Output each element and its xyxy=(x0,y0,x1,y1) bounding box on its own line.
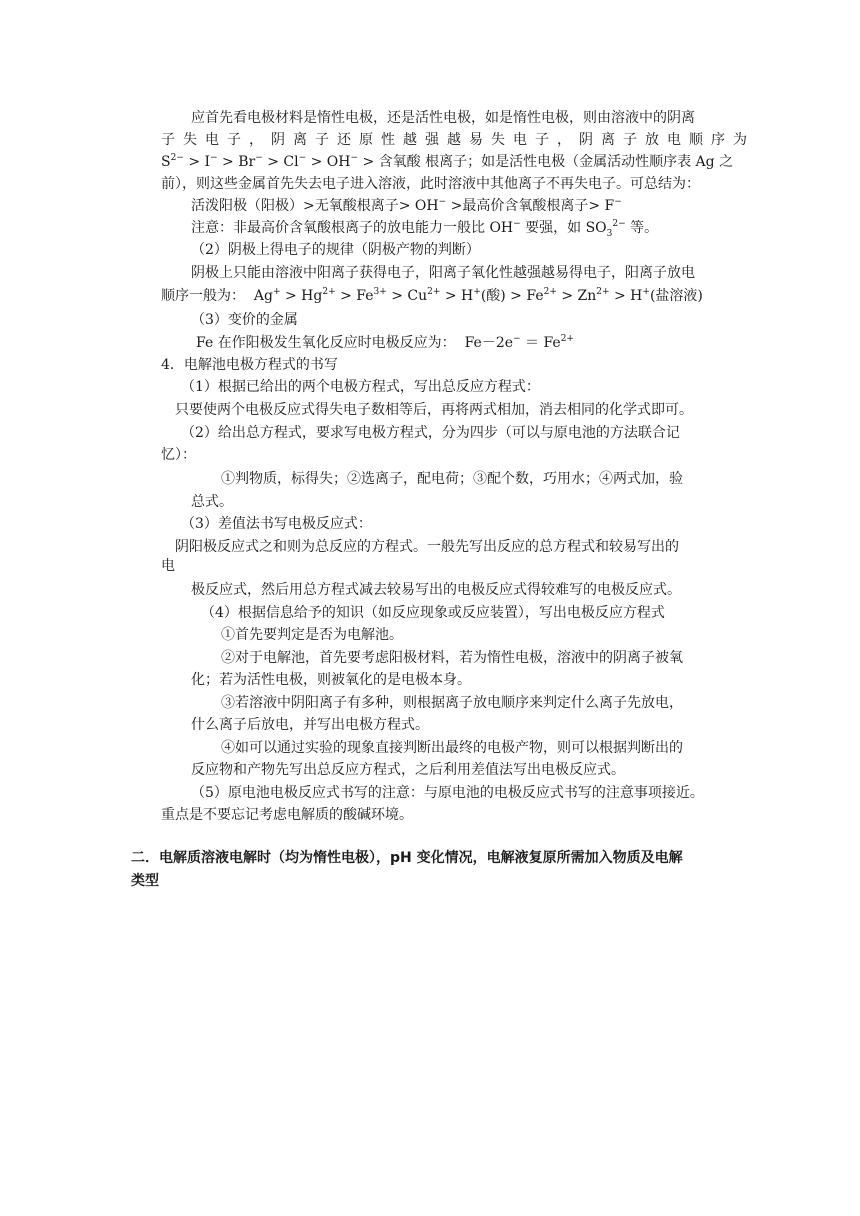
list-item xyxy=(221,625,403,645)
ion-charge: − xyxy=(210,153,218,164)
paragraph-line xyxy=(175,537,679,557)
paragraph-line xyxy=(161,805,413,825)
ion-charge: 3+ xyxy=(373,287,387,298)
ion-symbol: (酸) > Fe xyxy=(480,288,544,304)
text-run: （2）阴极上得电子的规律（阴极产物的判断） xyxy=(191,242,480,258)
paragraph-line xyxy=(175,400,693,420)
text-run: > 含氧酸 根离子；如是活性电极（金属活动性顺序表 Ag 之 xyxy=(358,154,734,170)
ion-charge: 2+ xyxy=(427,287,441,298)
ion-charge: − xyxy=(513,219,521,230)
text-run: 极反应式，然后用总方程式减去较易写出的电极反应式得较难写的电极反应式。 xyxy=(191,582,681,598)
ion-symbol: > Cl xyxy=(262,154,299,170)
text-run: ④如可以通过实验的现象直接判断出最终的电极产物，则可以根据判断出的 xyxy=(221,740,683,756)
text-run: （2）给出总方程式，要求写电极方程式，分为四步（可以与原电池的方法联合记 xyxy=(181,425,680,441)
subsection-title xyxy=(201,603,665,623)
text-run: 子失电子，阴离子还原性越强越易失电子，阴离子放电顺序为 xyxy=(161,132,755,148)
text-run: 化；若为活性电极，则被氧化的是电极本身。 xyxy=(191,672,471,688)
text-run: ②对于电解池，首先要考虑阳极材料，若为惰性电极，溶液中的阴离子被氧 xyxy=(221,650,683,666)
part-heading-continuation xyxy=(131,871,159,891)
paragraph-line xyxy=(161,445,196,465)
part-heading xyxy=(131,848,683,868)
list-item xyxy=(221,738,683,758)
ion-symbol: > I xyxy=(183,154,211,170)
ion-symbol: > H xyxy=(609,288,643,304)
ion-subscript: 3 xyxy=(606,228,613,239)
text-run: （3）变价的金属 xyxy=(191,312,298,328)
text-run: 忆）： xyxy=(161,447,196,463)
ion-charge: 2+ xyxy=(543,287,557,298)
ion-symbol: S xyxy=(161,154,171,170)
text-run: 应首先看电极材料是惰性电极，还是活性电极，如是惰性电极，则由溶液中的阴离 xyxy=(191,110,695,126)
paragraph-line xyxy=(191,580,681,600)
list-item-continuation xyxy=(191,760,625,780)
text-run: 阴阳极反应式之和则为总反应的方程式。一般先写出反应的总方程式和较易写出的 xyxy=(175,539,679,555)
ion-charge: + xyxy=(473,287,481,298)
ion-charge: − xyxy=(298,153,307,164)
ion-charge: − xyxy=(350,153,359,164)
subsection-title xyxy=(181,514,372,534)
text-run: Fe 在作阳极发生氧化反应时电极反应为： Fe－2e xyxy=(196,335,514,351)
paragraph-line xyxy=(191,263,695,283)
ion-charge: − xyxy=(513,334,521,345)
ion-charge: 2+ xyxy=(322,287,336,298)
ion-charge: + xyxy=(272,287,281,298)
text-run: 顺序一般为： Ag xyxy=(161,288,273,304)
text-run: 电 xyxy=(161,558,175,574)
ion-symbol: > H xyxy=(440,288,474,304)
text-run: ①判物质，标得失；②选离子，配电荷；③配个数，巧用水；④两式加，验 xyxy=(221,471,683,487)
text-run: 阴极上只能由溶液中阳离子获得电子，阳离子氧化性越强越易得电子，阳离子放电 xyxy=(191,265,695,281)
ion-charge: − xyxy=(255,153,263,164)
section-title xyxy=(191,240,480,260)
equation-line xyxy=(196,333,574,353)
paragraph-line xyxy=(221,469,683,489)
text-run: ③若溶液中阴阳离子有多种，则根据离子放电顺序来判定什么离子先放电， xyxy=(221,695,683,711)
text-run: （5）原电池电极反应式书写的注意：与原电池的电极反应式书写的注意事项接近。 xyxy=(191,785,704,801)
list-item-continuation xyxy=(191,715,429,735)
ion-symbol: > Zn xyxy=(556,288,597,304)
text-run: ＝ Fe xyxy=(520,335,561,351)
paragraph-line xyxy=(191,108,695,128)
text-run: ①首先要判定是否为电解池。 xyxy=(221,627,403,643)
text-run: 4．电解池电极方程式的书写 xyxy=(161,357,338,373)
ion-charge: 2+ xyxy=(596,287,610,298)
ion-symbol: > Fe xyxy=(335,288,374,304)
subsection-title xyxy=(181,423,680,443)
anion-discharge-order xyxy=(161,152,733,172)
ion-charge: 2+ xyxy=(560,334,574,345)
text-run: （1）根据已给出的两个电极方程式，写出总反应方程式： xyxy=(181,379,540,395)
paragraph-line xyxy=(191,492,233,512)
section-title xyxy=(191,310,298,330)
text-run: 什么离子后放电，并写出电极方程式。 xyxy=(191,717,429,733)
text-run: 反应物和产物先写出总反应方程式，之后利用差值法写出电极反应式。 xyxy=(191,762,625,778)
paragraph-line xyxy=(161,174,700,194)
subsection-title xyxy=(191,783,704,803)
text-run: 前），则这些金属首先失去电子进入溶液，此时溶液中其他离子不再失电子。可总结为： xyxy=(161,176,700,192)
text-run: 重点是不要忘记考虑电解质的酸碱环境。 xyxy=(161,807,413,823)
cation-discharge-order xyxy=(161,286,703,306)
text-run: 总式。 xyxy=(191,494,233,510)
ion-charge: 2− xyxy=(170,153,184,164)
ion-charge: − xyxy=(614,197,622,208)
text-run: 二．电解质溶液电解时（均为惰性电极），pH 变化情况，电解液复原所需加入物质及电解 xyxy=(131,850,683,866)
ion-symbol: > OH xyxy=(306,154,351,170)
section-heading xyxy=(161,355,338,375)
paragraph-line xyxy=(161,130,755,150)
text-run: 只要使两个电极反应式得失电子数相等后，再将两式相加，消去相同的化学式即可。 xyxy=(175,402,693,418)
ion-charge: + xyxy=(642,287,650,298)
summary-line xyxy=(191,196,622,216)
ion-symbol: > Cu xyxy=(386,288,428,304)
list-item xyxy=(221,693,683,713)
ion-symbol: > Br xyxy=(217,154,256,170)
list-item-continuation xyxy=(191,670,471,690)
subsection-title xyxy=(181,377,540,397)
ion-symbol: > Hg xyxy=(280,288,323,304)
text-run: （3）差值法书写电极反应式： xyxy=(181,516,372,532)
list-item xyxy=(221,648,683,668)
note-line xyxy=(191,218,658,238)
text-run: （4）根据信息给予的知识（如反应现象或反应装置），写出电极反应方程式 xyxy=(201,605,665,621)
text-run: >最高价含氧酸根离子> F xyxy=(446,198,615,214)
text-run: 注意：非最高价含氧酸根离子的放电能力一般比 OH xyxy=(191,220,514,236)
text-run: 等。 xyxy=(625,220,659,236)
text-run: (盐溶液) xyxy=(649,288,703,304)
ion-charge: − xyxy=(438,197,447,208)
text-run: 活泼阳极（阳极）>无氧酸根离子> OH xyxy=(191,198,439,214)
paragraph-line xyxy=(161,556,175,576)
ion-charge: 2− xyxy=(612,219,626,230)
text-run: 类型 xyxy=(131,873,159,889)
text-run: 要强，如 SO xyxy=(520,220,607,236)
